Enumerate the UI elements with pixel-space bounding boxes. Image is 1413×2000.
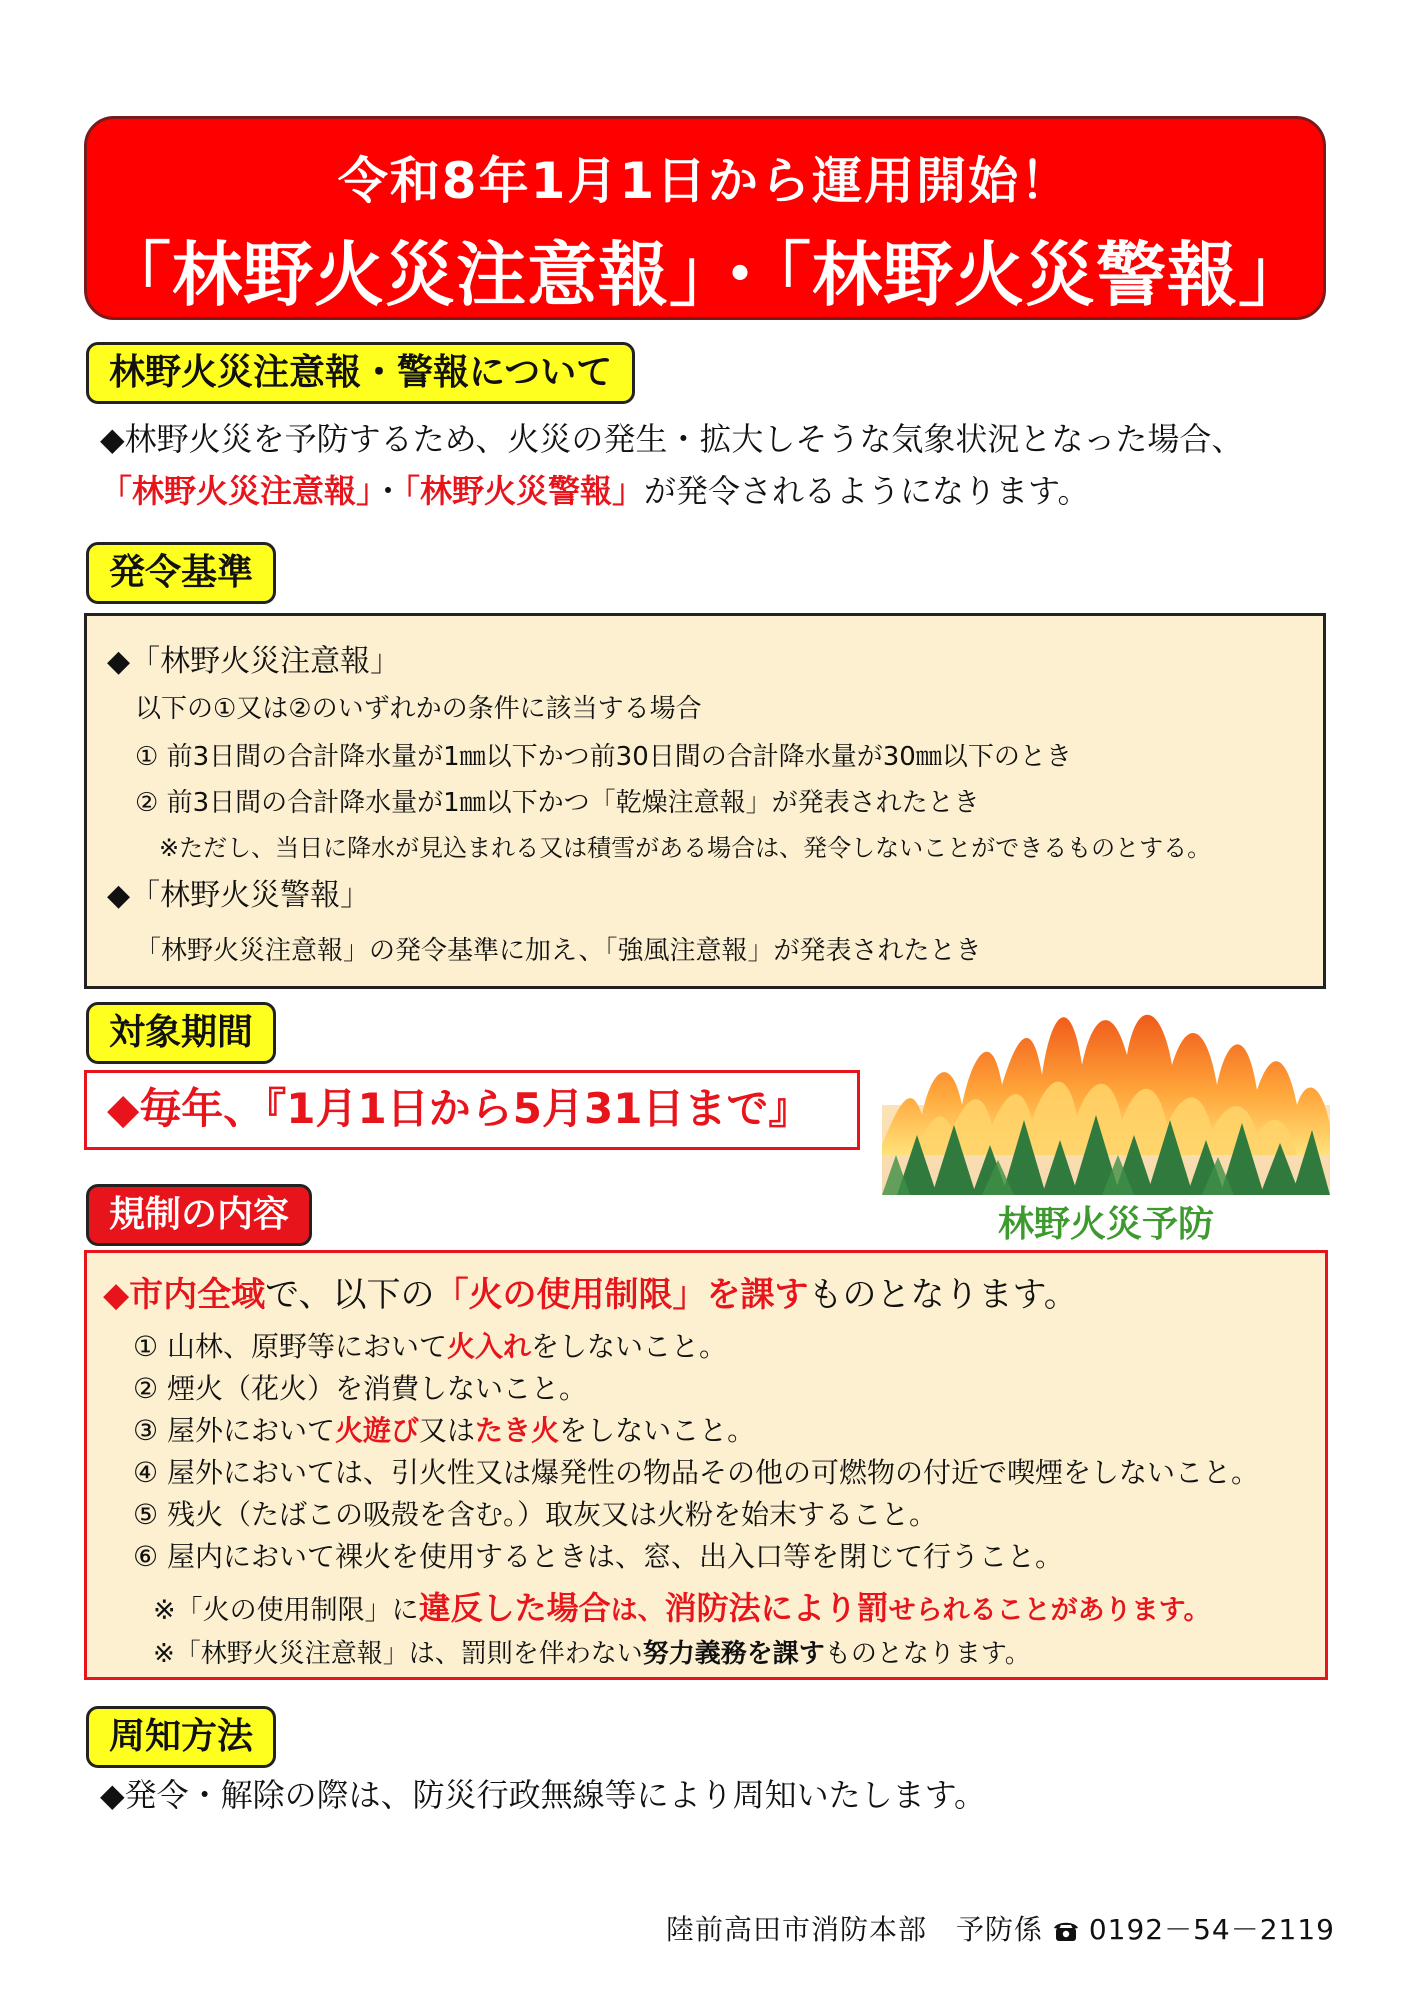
regulation-item-4 xyxy=(133,1451,1259,1491)
note-2-text: ※「林野火災注意報」は、罰則を伴わない xyxy=(153,1639,643,1669)
separator-dot: ・ xyxy=(372,472,405,510)
criteria-note: ※ただし、当日に降水が見込まれる又は積雪がある場合は、発令しないことができるものとする。 xyxy=(159,834,1212,862)
notice-heading: 周知方法 xyxy=(86,1706,276,1768)
footer-organization: 陸前高田市消防本部 予防係 xyxy=(666,1913,1044,1946)
warning-name: 「林野火災警報」 xyxy=(404,472,645,510)
note-2-emphasis: 努力義務を課す xyxy=(642,1639,825,1669)
criteria-heading: 発令基準 xyxy=(86,542,276,604)
regulation-item-1 xyxy=(133,1325,727,1365)
regulation-restriction: 「火の使用制限」を課す xyxy=(434,1275,809,1315)
note-1-text: ※「火の使用制限」に xyxy=(153,1595,419,1626)
note-1-penalty: 消防法により罰 xyxy=(664,1589,889,1627)
item-6-text: ⑥ 屋内において裸火を使用するときは、窓、出入口等を閉じて行うこと。 xyxy=(133,1540,1064,1573)
regulation-intro xyxy=(103,1267,1078,1316)
condition-2: ② 前3日間の合計降水量が1㎜以下かつ「乾燥注意報」が発表されたとき xyxy=(135,788,980,818)
about-line-2 xyxy=(100,466,1090,516)
advisory-name: 「林野火災注意報」 xyxy=(100,472,373,510)
fire-caption: 林野火災予防 xyxy=(997,1204,1214,1245)
note-2-rest: ものとなります。 xyxy=(824,1639,1031,1669)
regulation-intro-mid: で、以下の xyxy=(265,1275,435,1315)
criteria-box xyxy=(84,613,1326,989)
note-1-rest: せられることがあります。 xyxy=(888,1595,1211,1626)
warning-title: ◆「林野火災警報」 xyxy=(107,878,371,913)
footer-phone: 0192－54－2119 xyxy=(1088,1913,1335,1946)
regulation-note-2 xyxy=(153,1633,1031,1670)
regulation-area: ◆市内全域 xyxy=(103,1275,266,1315)
regulation-item-5 xyxy=(133,1493,937,1533)
banner-line-1: 令和8年1月1日から運用開始！ xyxy=(337,152,1073,210)
item-1-rest: をしないこと。 xyxy=(531,1330,728,1363)
title-banner xyxy=(84,116,1326,320)
regulation-box xyxy=(84,1250,1328,1680)
notice-text: ◆発令・解除の際は、防災行政無線等により周知いたします。 xyxy=(100,1776,987,1814)
item-2-text: ② 煙火（花火）を消費しないこと。 xyxy=(133,1372,588,1405)
about-line-1: ◆林野火災を予防するため、火災の発生・拡大しそうな気象状況となった場合、 xyxy=(100,420,1244,458)
item-5-text: ⑤ 残火（たばこの吸殻を含む。）取灰又は火粉を始末すること。 xyxy=(133,1498,938,1531)
regulation-item-6 xyxy=(133,1535,1063,1575)
regulation-heading: 規制の内容 xyxy=(86,1184,312,1246)
regulation-item-2 xyxy=(133,1367,587,1407)
item-3-mid: 又は xyxy=(419,1414,476,1447)
about-line-2-rest: が発令されるようになります。 xyxy=(644,472,1090,510)
item-3-emphasis-1: 火遊び xyxy=(335,1414,420,1447)
note-1-violation: 違反した場合 xyxy=(418,1589,611,1627)
note-1-mid: は、 xyxy=(610,1595,665,1626)
advisory-title: ◆「林野火災注意報」 xyxy=(107,644,401,679)
item-3-rest: をしないこと。 xyxy=(559,1414,756,1447)
item-3-text: ③ 屋外において xyxy=(133,1414,336,1447)
regulation-item-3 xyxy=(133,1409,755,1449)
warning-description: 「林野火災注意報」の発令基準に加え、「強風注意報」が発表されたとき xyxy=(135,936,982,966)
footer-contact xyxy=(666,1908,1335,1948)
item-3-emphasis-2: たき火 xyxy=(475,1414,560,1447)
period-box: ◆毎年、『1月1日から5月31日まで』 xyxy=(84,1070,860,1150)
item-1-text: ① 山林、原野等において xyxy=(133,1330,448,1363)
item-1-emphasis: 火入れ xyxy=(447,1330,532,1363)
banner-line-2: 「林野火災注意報」・「林野火災警報」 xyxy=(101,234,1309,316)
about-heading: 林野火災注意報・警報について xyxy=(86,342,635,404)
advisory-intro: 以下の①又は②のいずれかの条件に該当する場合 xyxy=(135,694,702,724)
condition-1: ① 前3日間の合計降水量が1㎜以下かつ前30日間の合計降水量が30㎜以下のとき xyxy=(135,742,1072,772)
item-4-text: ④ 屋外においては、引火性又は爆発性の物品その他の可燃物の付近で喫煙をしないこと。 xyxy=(133,1456,1260,1489)
period-heading: 対象期間 xyxy=(86,1002,276,1064)
regulation-intro-rest: ものとなります。 xyxy=(808,1275,1078,1315)
forest-fire-illustration xyxy=(882,995,1330,1195)
telephone-icon xyxy=(1053,1913,1089,1946)
regulation-note-1 xyxy=(153,1583,1211,1629)
